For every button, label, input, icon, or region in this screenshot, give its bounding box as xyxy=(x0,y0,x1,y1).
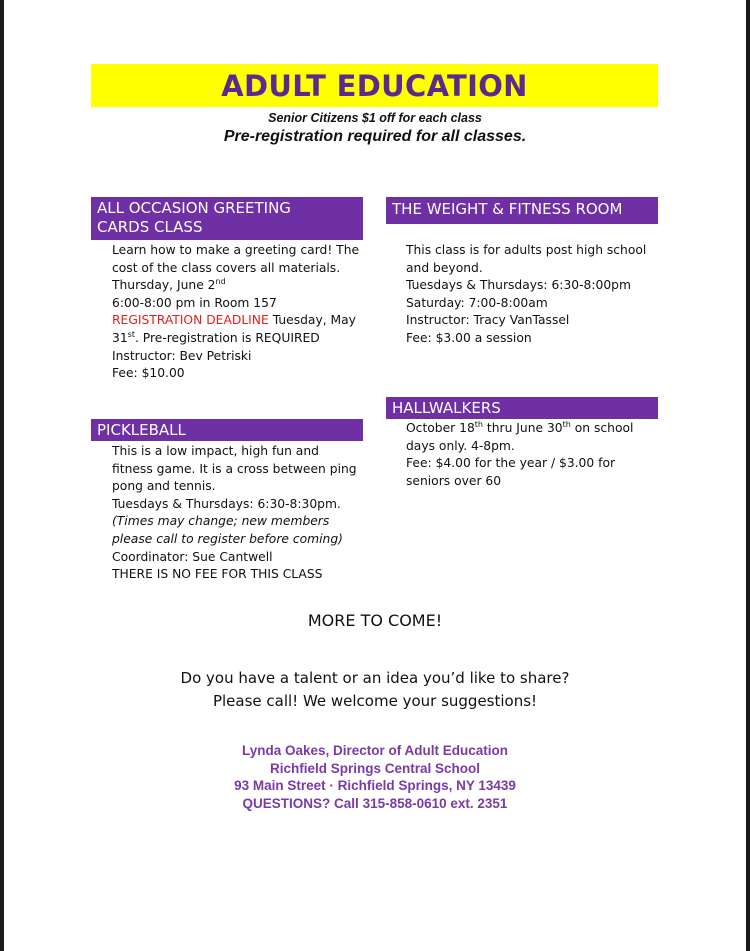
greeting-cards-header xyxy=(91,197,363,240)
greeting-cards-header-line1: ALL OCCASION GREETING xyxy=(97,199,291,217)
hallwalkers-on-school: on school xyxy=(570,421,634,435)
weight-fitness-schedule2: Saturday: 7:00-8:00am xyxy=(406,295,548,310)
contact-director: Lynda Oakes, Director of Adult Education xyxy=(241,743,509,758)
pickleball-note2: please call to register before coming) xyxy=(112,531,343,546)
weight-fitness-fee: Fee: $3.00 a session xyxy=(406,330,532,345)
hallwalkers-line3: Fee: $4.00 for the year / $3.00 for xyxy=(406,456,616,471)
greeting-cards-fee: Fee: $10.00 xyxy=(112,366,185,381)
greeting-cards-date-text: Thursday, June 2 xyxy=(112,278,216,293)
hallwalkers-line4: seniors over 60 xyxy=(406,473,502,488)
page-title: ADULT EDUCATION xyxy=(221,68,528,103)
title-banner xyxy=(91,64,658,107)
pickleball-line2: fitness game. It is a cross between ping xyxy=(112,461,357,476)
weight-fitness-instructor: Instructor: Tracy VanTassel xyxy=(406,313,570,328)
contact-phone: QUESTIONS? Call 315-858-0610 ext. 2351 xyxy=(242,795,508,811)
preregistration-notice: Pre-registration required for all classes. xyxy=(223,128,527,145)
greeting-cards-deadline xyxy=(112,312,359,330)
hallwalkers-end: thru June 30 xyxy=(483,421,563,435)
hallwalkers-line2: days only. 4-8pm. xyxy=(406,438,515,453)
hallwalkers-line1 xyxy=(406,420,633,438)
pickleball-schedule: Tuesdays & Thursdays: 6:30-8:30pm. xyxy=(112,496,341,511)
hallwalkers-header: HALLWALKERS xyxy=(386,397,658,419)
greeting-cards-time-room: 6:00-8:00 pm in Room 157 xyxy=(112,295,277,310)
pickleball-note1: (Times may change; new members xyxy=(112,514,330,529)
contact-school: Richfield Springs Central School xyxy=(269,760,481,776)
weight-fitness-schedule1: Tuesdays & Thursdays: 6:30-8:00pm xyxy=(406,278,631,293)
deadline-day: 31 xyxy=(112,330,128,345)
pickleball-line1: This is a low impact, high fun and xyxy=(112,444,319,458)
greeting-cards-line2: cost of the class covers all materials. xyxy=(112,260,341,275)
contact-address: 93 Main Street · Richfield Springs, NY 13439 xyxy=(234,778,516,793)
deadline-tail: . Pre-registration is REQUIRED xyxy=(134,330,320,345)
pickleball-coordinator: Coordinator: Sue Cantwell xyxy=(112,549,273,564)
greeting-cards-instructor: Instructor: Bev Petriski xyxy=(112,348,252,363)
weight-fitness-header: THE WEIGHT & FITNESS ROOM xyxy=(386,197,658,224)
talent-message xyxy=(0,667,750,713)
hallwalkers-start-suffix: th xyxy=(474,419,483,429)
greeting-cards-date xyxy=(112,277,359,295)
pickleball-line3: pong and tennis. xyxy=(112,479,216,494)
senior-discount-note: Senior Citizens $1 off for each class xyxy=(268,111,482,125)
hallwalkers-start: October 18 xyxy=(406,421,475,435)
greeting-cards-header-line2: CARDS CLASS xyxy=(97,218,203,236)
contact-block xyxy=(0,742,750,812)
pickleball-header: PICKLEBALL xyxy=(91,419,363,441)
deadline-day-suffix: st xyxy=(127,329,135,339)
talent-line2: Please call! We welcome your suggestions! xyxy=(212,692,538,710)
pickleball-fee: THERE IS NO FEE FOR THIS CLASS xyxy=(112,567,323,582)
hallwalkers-body xyxy=(406,420,633,490)
more-to-come: MORE TO COME! xyxy=(307,611,443,630)
weight-fitness-body xyxy=(406,242,646,348)
registration-deadline-label: REGISTRATION DEADLINE xyxy=(112,313,269,328)
greeting-cards-line1: Learn how to make a greeting card! The xyxy=(112,243,360,257)
talent-line1: Do you have a talent or an idea you’d like to share? xyxy=(180,669,570,687)
pickleball-body xyxy=(112,443,357,584)
greeting-cards-date-suffix: nd xyxy=(215,277,226,287)
hallwalkers-end-suffix: th xyxy=(562,419,571,429)
weight-fitness-line1: This class is for adults post high school xyxy=(406,243,647,257)
greeting-cards-deadline-2 xyxy=(112,330,359,348)
deadline-rest: Tuesday, May xyxy=(268,313,356,328)
greeting-cards-body xyxy=(112,242,359,383)
weight-fitness-line2: and beyond. xyxy=(406,260,483,275)
